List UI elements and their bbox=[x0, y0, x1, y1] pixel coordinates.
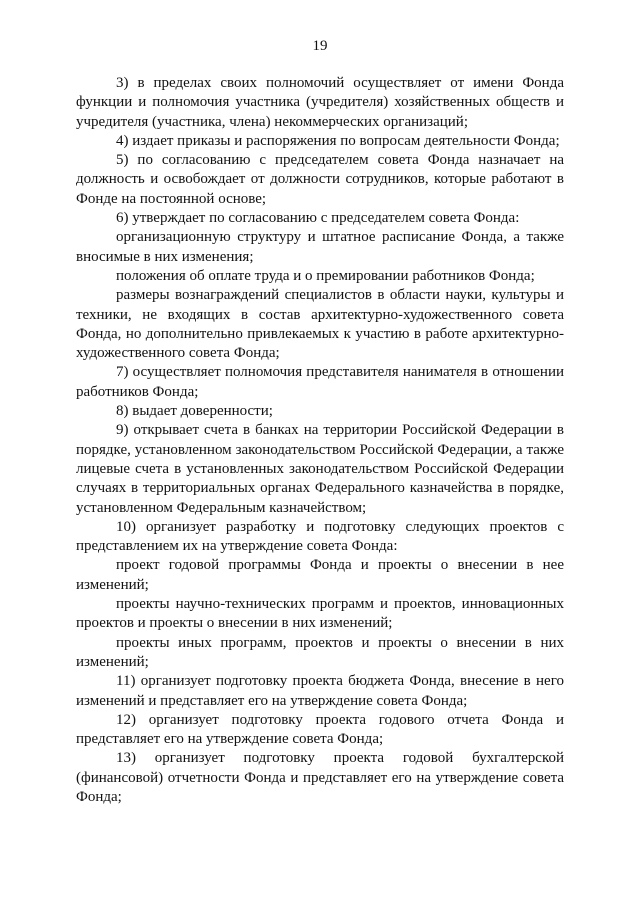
paragraph-item-6-remuneration: размеры вознаграждений специалистов в области науки, культуры и техники, не входящих в состав архитектурно-художественного совета Фонда, но дополнительно привлекаемых к участию в работе архитектурно-художественного совета Фонда; bbox=[76, 287, 564, 362]
paragraph-item-5: 5) по согласованию с председателем совета Фонда назначает на должность и освобождает от должности сотрудников, которые работают в Фонде на постоянной основе; bbox=[76, 152, 564, 207]
paragraph-item-6-org-structure: организационную структуру и штатное расписание Фонда, а также вносимые в них изменения; bbox=[76, 229, 564, 265]
paragraph-item-8: 8) выдает доверенности; bbox=[116, 403, 273, 420]
paragraph-item-10-scientific-programs: проекты научно-технических программ и проектов, инновационных проектов и проекты о внесении в них изменений; bbox=[76, 596, 564, 632]
paragraph-item-11: 11) организует подготовку проекта бюджета Фонда, внесение в него изменений и представляет его на утверждение совета Фонда; bbox=[76, 673, 564, 709]
paragraph-item-10: 10) организует разработку и подготовку следующих проектов с представлением их на утверждение совета Фонда: bbox=[76, 518, 564, 555]
paragraph-item-6-payment-rules: положения об оплате труда и о премировании работников Фонда; bbox=[116, 267, 535, 284]
paragraph-item-12: 12) организует подготовку проекта годового отчета Фонда и представляет его на утверждение совета Фонда; bbox=[76, 711, 564, 748]
paragraph-item-7: 7) осуществляет полномочия представителя нанимателя в отношении работников Фонда; bbox=[76, 364, 564, 400]
paragraph-item-9: 9) открывает счета в банках на территории Российской Федерации в порядке, установленном законодательством Российской Федерации, а также лицевые счета в установленных законодательством Российской Федерации случаях в территориальных органах Федерального казначейства в порядке, установленном Федеральным казначейством; bbox=[76, 422, 564, 516]
paragraph-item-13: 13) организует подготовку проекта годовой бухгалтерской (финансовой) отчетности Фонда и представляет его на утверждение совета Фонда; bbox=[76, 750, 564, 805]
paragraph-item-4: 4) издает приказы и распоряжения по вопросам деятельности Фонда; bbox=[116, 132, 560, 149]
paragraph-item-10-other-programs: проекты иных программ, проектов и проекты о внесении в них изменений; bbox=[76, 634, 564, 670]
paragraph-item-6: 6) утверждает по согласованию с председателем совета Фонда: bbox=[116, 210, 520, 227]
document-body bbox=[76, 74, 564, 807]
page-number: 19 bbox=[312, 38, 328, 54]
paragraph-item-10-annual-program: проект годовой программы Фонда и проекты о внесении в нее изменений; bbox=[76, 557, 564, 593]
paragraph-item-3: 3) в пределах своих полномочий осуществляет от имени Фонда функции и полномочия участника (учредителя) хозяйственных обществ и учредителя (участника, члена) некоммерческих организаций; bbox=[76, 75, 564, 130]
